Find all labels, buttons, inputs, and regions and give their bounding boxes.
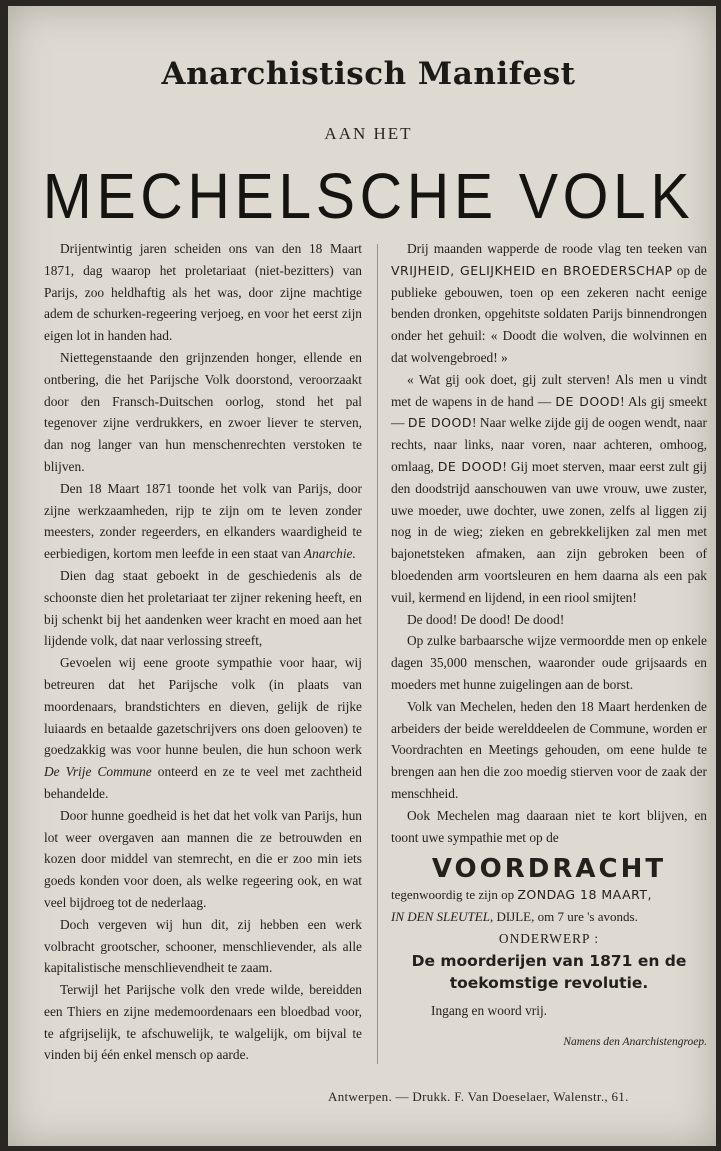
- motto-caps: VRIJHEID, GELIJKHEID en BROEDERSCHAP: [391, 262, 673, 278]
- right-paragraph-6: Ook Mechelen mag daaraan niet te kort blijven, en toont uwe sympathie met op de: [391, 807, 707, 845]
- right-p2-e: ! Naar welke zijde gij de oogen wendt, naar rechts, naar links, naar voren, naar achteren, omhoog, omlaag,: [391, 415, 707, 474]
- event-venue: IN DEN SLEUTEL: [391, 909, 490, 925]
- signature-line: Namens den Anarchistengroep.: [563, 1035, 707, 1048]
- right-p2-c: ! Als gij smeekt —: [391, 393, 707, 431]
- right-paragraph-2: [391, 369, 707, 609]
- de-dood-1: DE DOOD: [555, 393, 621, 409]
- onderwerp-label: ONDERWERP :: [498, 930, 600, 946]
- vrije-commune-phrase: De Vrije Commune: [44, 764, 152, 780]
- right-p1-text: Drij maanden wapperde de roode vlag ten teeken van: [407, 241, 707, 256]
- event-date-line: [391, 884, 707, 906]
- right-paragraph-5: Volk van Mechelen, heden den 18 Maart herdenken de arbeiders der beide werelddeelen de Commune, worden er Voordrachten en Meetings gehouden, om eene hulde te brengen aan hen die zoo moedig stierven voor de zaak der menschheid.: [391, 698, 707, 801]
- event-venue-line: [391, 906, 707, 928]
- left-paragraph-3: [44, 478, 362, 565]
- event-date-text: tegenwoordig te zijn op: [391, 887, 518, 903]
- left-column: [44, 238, 362, 1066]
- left-paragraph-7: Doch vergeven wij hun dit, zij hebben een werk volbracht grootscher, schooner, menschlievender, als alle kapitalistische menschlievendheit te zaam.: [44, 916, 362, 976]
- right-p2-a: « Wat gij ook doet, gij zult sterven! Als men u vindt met de wapens in de hand —: [391, 371, 707, 409]
- subject-line-1: De moorderijen van 1871 en de: [411, 951, 687, 970]
- left-paragraph-2: Niettegenstaande den grijnzenden honger, ellende en ontbering, die het Parijsche Volk doorstond, veroorzaakt door den Fransch-Duitschen oorlog, stond het pal tegenover zijne verdrukkers, en zwoer liever te sterven, dan nog langer van hun menschenrechten verstoken te blijven.: [44, 349, 362, 474]
- left-paragraph-4: Dien dag staat geboekt in de geschiedenis als de schoonste dien het proletariaat ter zijner rekening heeft, en bij schenkt bij het aandenken weer kracht en moed aan het lijdende volk, dat naar verlossing streeft,: [44, 567, 362, 649]
- left-paragraph-6: Door hunne goedheid is het dat het volk van Parijs, hun lot weer overgaven aan mannen die ze betrouwden en kozen door middel van stemrecht, en die er zoo min iets goeds konden voor doen, als welke regeering ook, en wat veel bijdroeg tot de nederlaag.: [44, 807, 362, 910]
- left-p5-text: Gevoelen wij eene groote sympathie voor haar, wij betreuren dat het Parijsche volk (in plaats van moordenaars, brandstichters en dieven, gelijk de rijke luiaards en betaalde gazetschrijvers ons doen gelooven) te goedzakkig was voor hunne beulen, die hun schoon werk: [44, 655, 362, 758]
- de-dood-3: DE DOOD: [437, 458, 503, 474]
- printer-footer: Antwerpen. — Drukk. F. Van Doeselaer, Walenstr., 61.: [328, 1089, 629, 1104]
- column-divider: [377, 244, 378, 1064]
- right-p2-g: ! Gij moet sterven, maar eerst zult gij den doodstrijd aanschouwen van uwe vrouw, uwe zuster, uwe moeder, uwe dochter, uwe zonen, zelfs al liggen zij nog in de wieg; zieken en gebrekkelijken zal men met bajonetsteken afmaken, aan zijn gebroken been of bloedenden arm voortsleuren en hem daarna als een pak vuil, kermend en lijdend, in een riool smijten!: [391, 458, 707, 605]
- aan-het-label: AAN HET: [324, 124, 413, 143]
- entry-free-text: Ingang en woord vrij.: [431, 1002, 548, 1018]
- de-dood-2: DE DOOD: [407, 415, 472, 431]
- left-paragraph-5: [44, 652, 362, 805]
- right-column: [391, 238, 707, 1053]
- left-p5-end: onteerd en ze te veel met zachtheid behandelde.: [44, 764, 362, 801]
- mechelsche-volk-heading: MECHELSCHE VOLK: [42, 160, 695, 232]
- left-paragraph-1: Drijentwintig jaren scheiden ons van den 18 Maart 1871, dag waarop het proletariaat (niet-bezitters) van Parijs, zoo heldhaftig als het was, door zijne machtige adem de schurken-regeering verjoeg, en voor het eerst zijn eigen lot in handen had.: [44, 241, 362, 344]
- right-p1-end: op de publieke gebouwen, toen op een zekeren nacht eenige benden dronken, opgehitste soldaten Parijs binnendrongen onder het gehuil: « Doodt die wolven, die wolvinnen en dat wolvengebroed! »: [391, 262, 707, 365]
- poster-sheet: [8, 6, 716, 1146]
- right-paragraph-3: De dood! De dood! De dood!: [407, 611, 565, 627]
- right-paragraph-1: [391, 238, 707, 369]
- right-paragraph-4: Op zulke barbaarsche wijze vermoordde men op enkele dagen 35,000 menschen, waaronder oude grijsaards en moeders met hunne zuigelingen aan de borst.: [391, 633, 707, 692]
- event-date: ZONDAG 18 MAART,: [517, 887, 653, 903]
- anarchie-word: Anarchie.: [303, 546, 356, 562]
- manifest-title: Anarchistisch Manifest: [161, 56, 576, 92]
- subject-line-2: toekomstige revolutie.: [449, 973, 649, 992]
- left-p3-text: Den 18 Maart 1871 toonde het volk van Parijs, door zijne werkzaamheden, rijp te zijn om te leven zonder meesters, zonder regeerders, en elkanders waardigheid te eerbiedigen, kortom men leefde in een staat van: [44, 480, 362, 562]
- left-paragraph-8: Terwijl het Parijsche volk den vrede wilde, bereidden een Thiers en zijne medemoordenaars een bloedbad voor, te afgrijselijk, te afschuwelijk, te walgelijk, om bijval te vinden bij één enkel mensch op aarde.: [44, 982, 362, 1063]
- voordracht-heading: VOORDRACHT: [431, 854, 667, 885]
- event-venue-details: , DIJLE, om 7 ure 's avonds.: [489, 909, 638, 925]
